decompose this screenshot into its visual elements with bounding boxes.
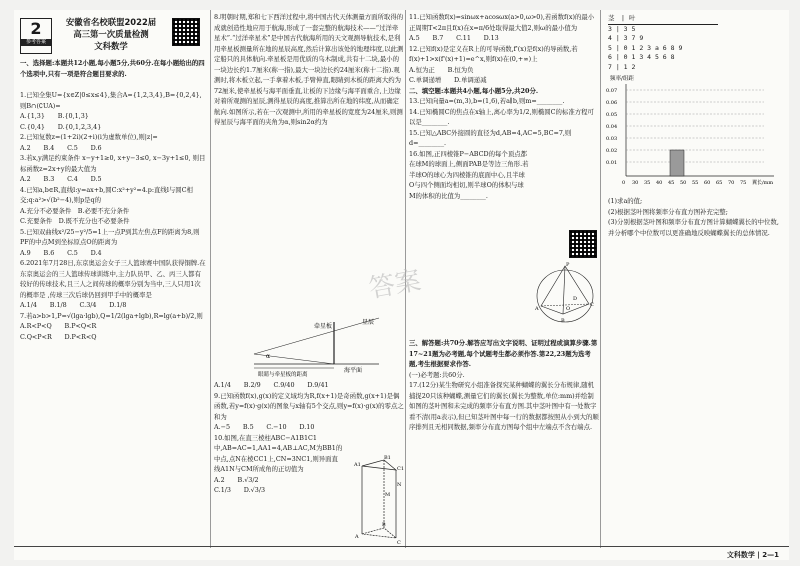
xtick: 45 [668,180,675,186]
q16-stem: 16.如图,正四棱锥P−ABCD的每个顶点都在球M的球面上,侧面PAB是等边三角形.若半球O的球心为四棱锥的底面中心,且半球O与四个侧面均相切,则半球O的体积与球M的体积的比值为________. [409,149,529,200]
xtick: 60 [704,180,711,186]
fig8-label-alpha: α [266,353,271,360]
fig8-label-sea: 海平面 [344,367,363,374]
answer-badge [20,18,52,54]
fig10-label-b1: B1 [384,455,391,461]
fig10-label-m: M [385,492,391,498]
q12-options-ab: A.恒为正 B.恒为负 [409,65,474,74]
section-3-heading: 三、解答题:共70分.解答应写出文字说明、证明过程或演算步骤.第17~21题为必考题,每个试题考生都必须作答.第22,23题为选考题,考生根据要求作答. [409,339,598,368]
q8-options: A.1/4 B.2/9 C.9/40 D.9/41 [214,381,329,389]
xtick: 30 [632,180,639,186]
q5-stem: 5.已知双曲线x²/25−y²/5=1上一点P到其左焦点F的距离为8,则PF的中点M到坐标原点O的距离为 [20,227,200,246]
col3-top [409,12,599,201]
stem-row: 4 | 3 7 9 [608,34,644,42]
q7-options-ab: A.R<P<Q B.P<Q<R [20,322,97,330]
q9-options: A.−5 B.5 C.−10 D.10 [214,423,315,431]
q10-options-ab: A.2 B.√3/2 [214,475,259,484]
q11-stem: 11.已知函数f(x)=sinωx+acosωx(a>0,ω>0),若函数f(x)的最小正周期T<2π且f(x)在x=π/6处取得最大值2,则ω的最小值为 [409,13,595,32]
xtick: 0 [622,180,626,186]
stem-header: 茎 | 叶 [608,14,718,25]
exam-title [56,16,166,52]
q7-options-cd: C.Q<P<R D.P<R<Q [20,332,97,341]
q11-options: A.5 B.7 C.11 D.13 [409,34,499,42]
q12-options-cd: C.单调递增 D.单调递减 [409,76,487,84]
q13-stem: 13.已知向量a=(m,3),b=(1,6),若a∥b,则m=________. [409,97,565,105]
q10-stem: 10.如图,在直三棱柱ABC−A1B1C1中,AB=AC=1,AA1=4,AB⊥AC,M为BB1的中点,点N在棱CC1上,CN=3NC1,则异面直线A1N与CM所成角的正切值为 [214,433,343,473]
q3-options: A.2 B.3 C.4 D.5 [20,175,102,183]
section-1-heading: 一、选择题:本题共12小题,每小题5分,共60分.在每小题给出的四个选项中,只有一项是符合题目要求的. [20,59,205,78]
q5-options: A.9 B.6 C.5 D.4 [20,248,102,257]
q6-options: A.1/4 B.1/8 C.3/4 D.1/8 [20,301,127,309]
stem-row: 3 | 3 5 [608,24,636,33]
q9-stem: 9.已知函数f(x),g(x)的定义域均为R,f(x+1)是奇函数,g(x+1)是偶函数,若y=f(x)·g(x)的图象与x轴有5个交点,则y=f(x)·g(x)的零点之和为 [214,391,404,421]
badge-tag: 参考答案 [21,39,51,46]
ytick: 0.04 [606,124,618,130]
fig10-label-a: A [355,534,359,540]
q4-options-ab: A.充分不必要条件 B.必要不充分条件 [20,206,130,215]
q17-part-2: (2)根据茎叶图将频率分布直方图补充完整; [608,207,728,216]
q14-stem: 14.已知椭圆C的焦点在x轴上,离心率为1/2,则椭圆C的标准方程可以是________. [409,107,594,126]
ytick: 0.05 [606,112,618,118]
q10-options-cd: C.1/3 D.√3/3 [214,486,266,494]
stem-row: 5 | 0 1 2 3 a 6 8 9 [608,43,683,52]
column-divider [600,10,601,548]
fig16-label-o: O [566,306,571,312]
title-line-2: 高三第一次质量检测 [73,29,149,39]
hist-xlabel: 翼长/mm [752,180,774,186]
hist-ylabel: 频率/组距 [610,76,634,82]
q2-stem: 2.已知复数z=(1+2i)(2+i)(i为虚数单位),则|z|= [20,133,158,141]
fig16-label-d: D [573,296,578,302]
title-line-1: 安徽省名校联盟2022届 [65,17,157,27]
required-heading: (一)必考题:共60分. [409,370,465,379]
fig16-label-b: B [561,318,565,324]
xtick: 65 [716,180,723,186]
fig10-label-c1: C1 [397,466,405,472]
column-divider [210,10,211,548]
q17-stem: 17.(12分)某生物研究小组准备探究某种蝴蝶的翼长分布规律,随机捕捉20只该种蝴蝶,测量它们的翼长(翼长为整数,单位:mm)并绘制如图的茎叶图和未完成的频率分布直方图.其中茎叶图中有一处数字看不清(用a表示),但已知茎叶图中每一行的数据都按照从小到大的顺序排列且无相同数据,频率分布直方图每个组中左端点不含右端点. [409,381,599,431]
fig8-label-distance: 眼睛与牵星板的距离 [258,372,308,378]
stem-header-stem: 茎 [608,14,615,22]
section-2-heading: 二、填空题:本题共4小题,每小题5分,共20分. [409,86,539,95]
fig16-label-a: A [535,306,539,312]
fig10-label-n: N [397,482,402,488]
xtick: 35 [644,180,651,186]
stem-header-leaf: 叶 [628,14,636,22]
q1-options-ab: A.{1,3} B.{0,1,3} [20,112,89,120]
xtick: 70 [728,180,735,186]
hist-bar [670,150,684,176]
ytick: 0.07 [606,88,618,94]
badge-number: 2 [30,19,42,38]
q17-part-1: (1)求a的值; [608,197,643,205]
q2-options: A.2 B.4 C.5 D.6 [20,143,102,152]
stem-row: 7 | 1 2 [608,62,636,71]
q3-stem: 3.若x,y满足约束条件 x−y+1≥0, x+y−3≤0, x−3y+1≤0, 则目标函数z=2x+y的最大值为 [20,154,206,173]
fig10-label-a1: A1 [354,462,361,468]
qr-code-icon [172,18,200,46]
q1-stem: 1.已知全集U={x∈Z|0≤x≤4},集合A={1,2,3,4},B={0,2,4},则B∩(∁UA)= [20,91,202,110]
q8-stem: 8.明朝时期,郑和七下西洋过程中,将中国古代天体测量方面所取得的成就创造性地应用于航海,形成了一套完整的航海技术——“过洋牵星术”.“过洋牵星术”是中国古代航海所用的天文观测导航技术,是利用牵星板测量所在地的星辰高度,然后计算出该处的地理纬度,以此测定船只的具体航向.牵星板是用优质的乌木制成,共有十二块,最小的一块边长约1.7厘米(称一指),最大一块边长约24厘米(称十二指).观测时,将木板立起,一手拿着木板,手臂伸直,眼睛到木板的距离大约为72厘米,使牵星板与海平面垂直,让板的下边缘与海平面重合,上边缘对着所观测的星辰,测得星辰的高度,推算出所在地的纬度,从而确定航向.如图所示,若在一次观测中,所用的牵星板的宽度为24厘米,则测得星辰与海平面的夹角为α,则sin2α约为 [214,13,404,126]
q10-figure [354,456,404,548]
stem-leaf-plot [608,14,718,72]
q4-options-cd: C.充要条件 D.既不充分也不必要条件 [20,217,130,225]
q4-stem: 4.已知a,b∈R,直线l:y=ax+b,圆C:x²+y²=4.p:直线l与圆C相交;q:a²>√(b²−4),则p是q的 [20,185,193,204]
xtick: 75 [740,180,747,186]
fig16-label-p: P [566,262,570,268]
stem-row: 6 | 0 1 3 4 5 6 8 [608,53,675,61]
q8-figure [244,314,384,378]
q15-stem: 15.已知△ABC外接圆的直径为d,AB=4,AC=5,BC=7,则d=________. [409,128,572,147]
hist-gridlines [626,90,764,162]
page-footer: 文科数学 | 2—1 [726,551,779,559]
xtick: 40 [656,180,663,186]
col1-questions [20,90,206,342]
q7-stem: 7.若a>b>1,P=√(lga·lgb),Q=1/2(lga+lgb),R=lg(a+b)/2,则 [20,311,203,320]
q17-part-3: (3)分别根据茎叶图和频率分布直方图计算蝴蝶翼长的中位数,并分析哪个中位数可以更准确地反映蝴蝶翼长的总体情况. [608,218,779,237]
title-line-3: 文科数学 [94,41,128,51]
ytick: 0.02 [606,148,618,154]
xtick: 50 [680,180,687,186]
fig8-label-board: 牵星板 [314,323,333,330]
exam-page [14,10,789,560]
watermark-stamp: 答案 [366,265,424,305]
footer-line [14,546,789,547]
fig10-label-b: B [382,522,386,528]
ytick: 0.03 [606,136,618,142]
q16-figure [533,260,597,326]
fig8-label-star: 星辰 [362,319,375,326]
xtick: 55 [692,180,699,186]
col2-top [214,12,404,128]
ytick: 0.01 [606,160,618,166]
ytick: 0.06 [606,100,618,106]
qr-code-icon [569,230,597,258]
q12-stem: 12.已知f(x)是定义在R上的可导函数,f'(x)是f(x)的导函数,若f(x)+1>x(f'(x)+1)=e^x,则f(x)在(0,+∞)上 [409,44,578,63]
q1-options-cd: C.{0,4} D.{0,1,2,3,4} [20,122,102,131]
frequency-histogram [604,72,784,190]
q6-stem: 6.2021年7月28日,东京奥运会女子三人篮球赛中国队获得铜牌.在东京奥运会的三人篮球传球训练中,主力队员甲、乙、丙三人都有较好的传球技术,且三人之间传球的概率分别为当中,三人只用1次的概率是 ,传球三次后球仍回到甲手中的概率是 [20,259,206,299]
q17-parts [608,196,784,238]
col3-bottom [409,338,599,433]
fig16-label-c: C [590,302,594,308]
fig10-label-c: C [397,540,401,546]
